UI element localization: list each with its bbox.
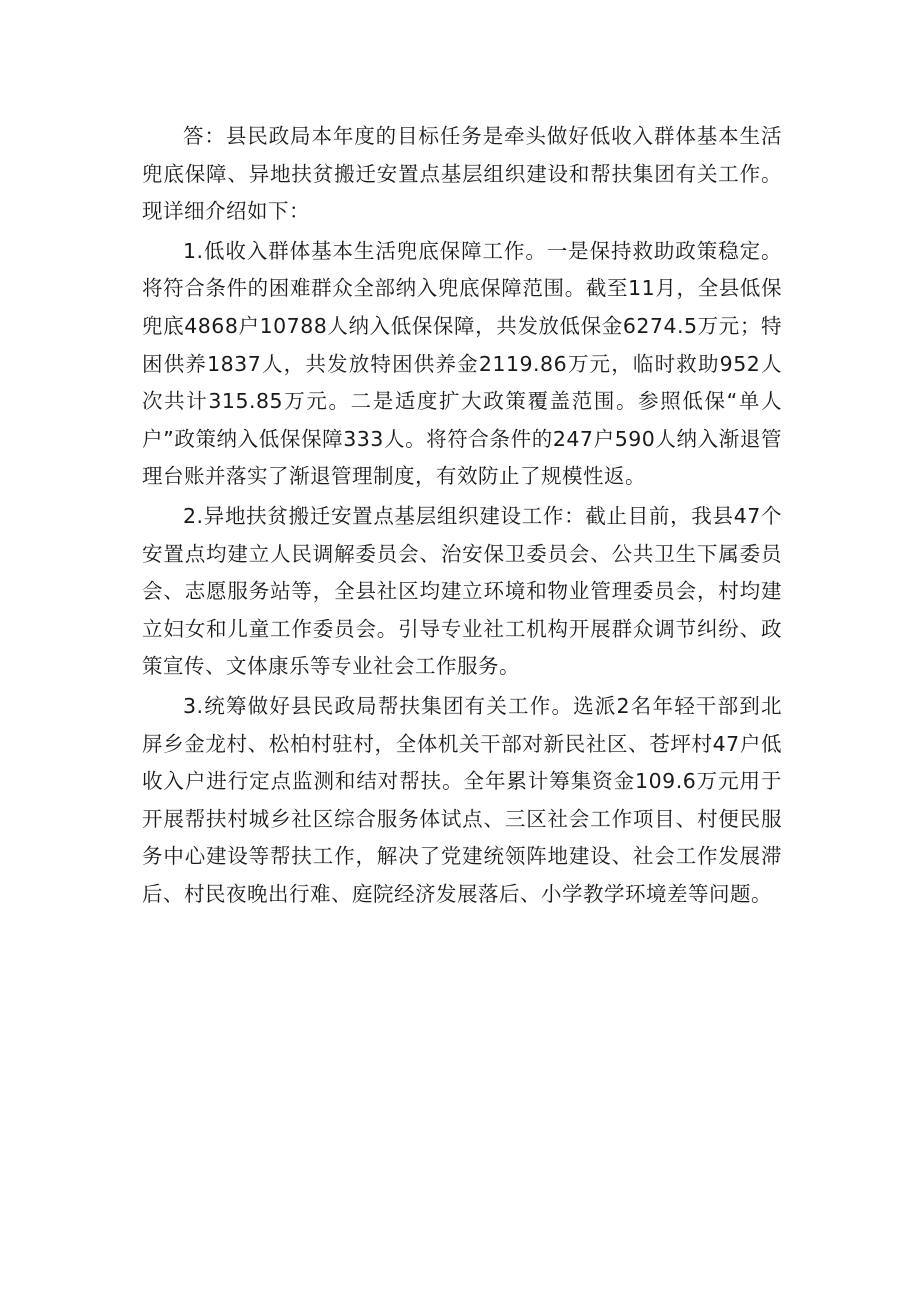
document-body	[142, 118, 782, 913]
answer-intro-paragraph: 答：县民政局本年度的目标任务是牵头做好低收入群体基本生活兜底保障、异地扶贫搬迁安置点基层组织建设和帮扶集团有关工作。现详细介绍如下：	[142, 124, 782, 224]
section-3-paragraph: 3.统筹做好县民政局帮扶集团有关工作。选派2名年轻干部到北屏乡金龙村、松柏村驻村，全体机关干部对新民社区、苍坪村47户低收入户进行定点监测和结对帮扶。全年累计筹集资金109.6万元用于开展帮扶村城乡社区综合服务体试点、三区社会工作项目、村便民服务中心建设等帮扶工作，解决了党建统领阵地建设、社会工作发展滞后、村民夜晚出行难、庭院经济发展落后、小学教学环境差等问题。	[142, 693, 782, 906]
section-1-paragraph: 1.低收入群体基本生活兜底保障工作。一是保持救助政策稳定。将符合条件的困难群众全部纳入兜底保障范围。截至11月，全县低保兜底4868户10788人纳入低保保障，共发放低保金6274.5万元；特困供养1837人，共发放特困供养金2119.86万元，临时救助952人次共计315.85万元。二是适度扩大政策覆盖范围。参照低保“单人户”政策纳入低保保障333人。将符合条件的247户590人纳入渐退管理台账并落实了渐退管理制度，有效防止了规模性返。	[142, 238, 782, 489]
section-2-paragraph: 2.异地扶贫搬迁安置点基层组织建设工作：截止目前，我县47个安置点均建立人民调解委员会、治安保卫委员会、公共卫生下属委员会、志愿服务站等，全县社区均建立环境和物业管理委员会，村均建立妇女和儿童工作委员会。引导专业社工机构开展群众调节纠纷、政策宣传、文体康乐等专业社会工作服务。	[142, 503, 782, 679]
